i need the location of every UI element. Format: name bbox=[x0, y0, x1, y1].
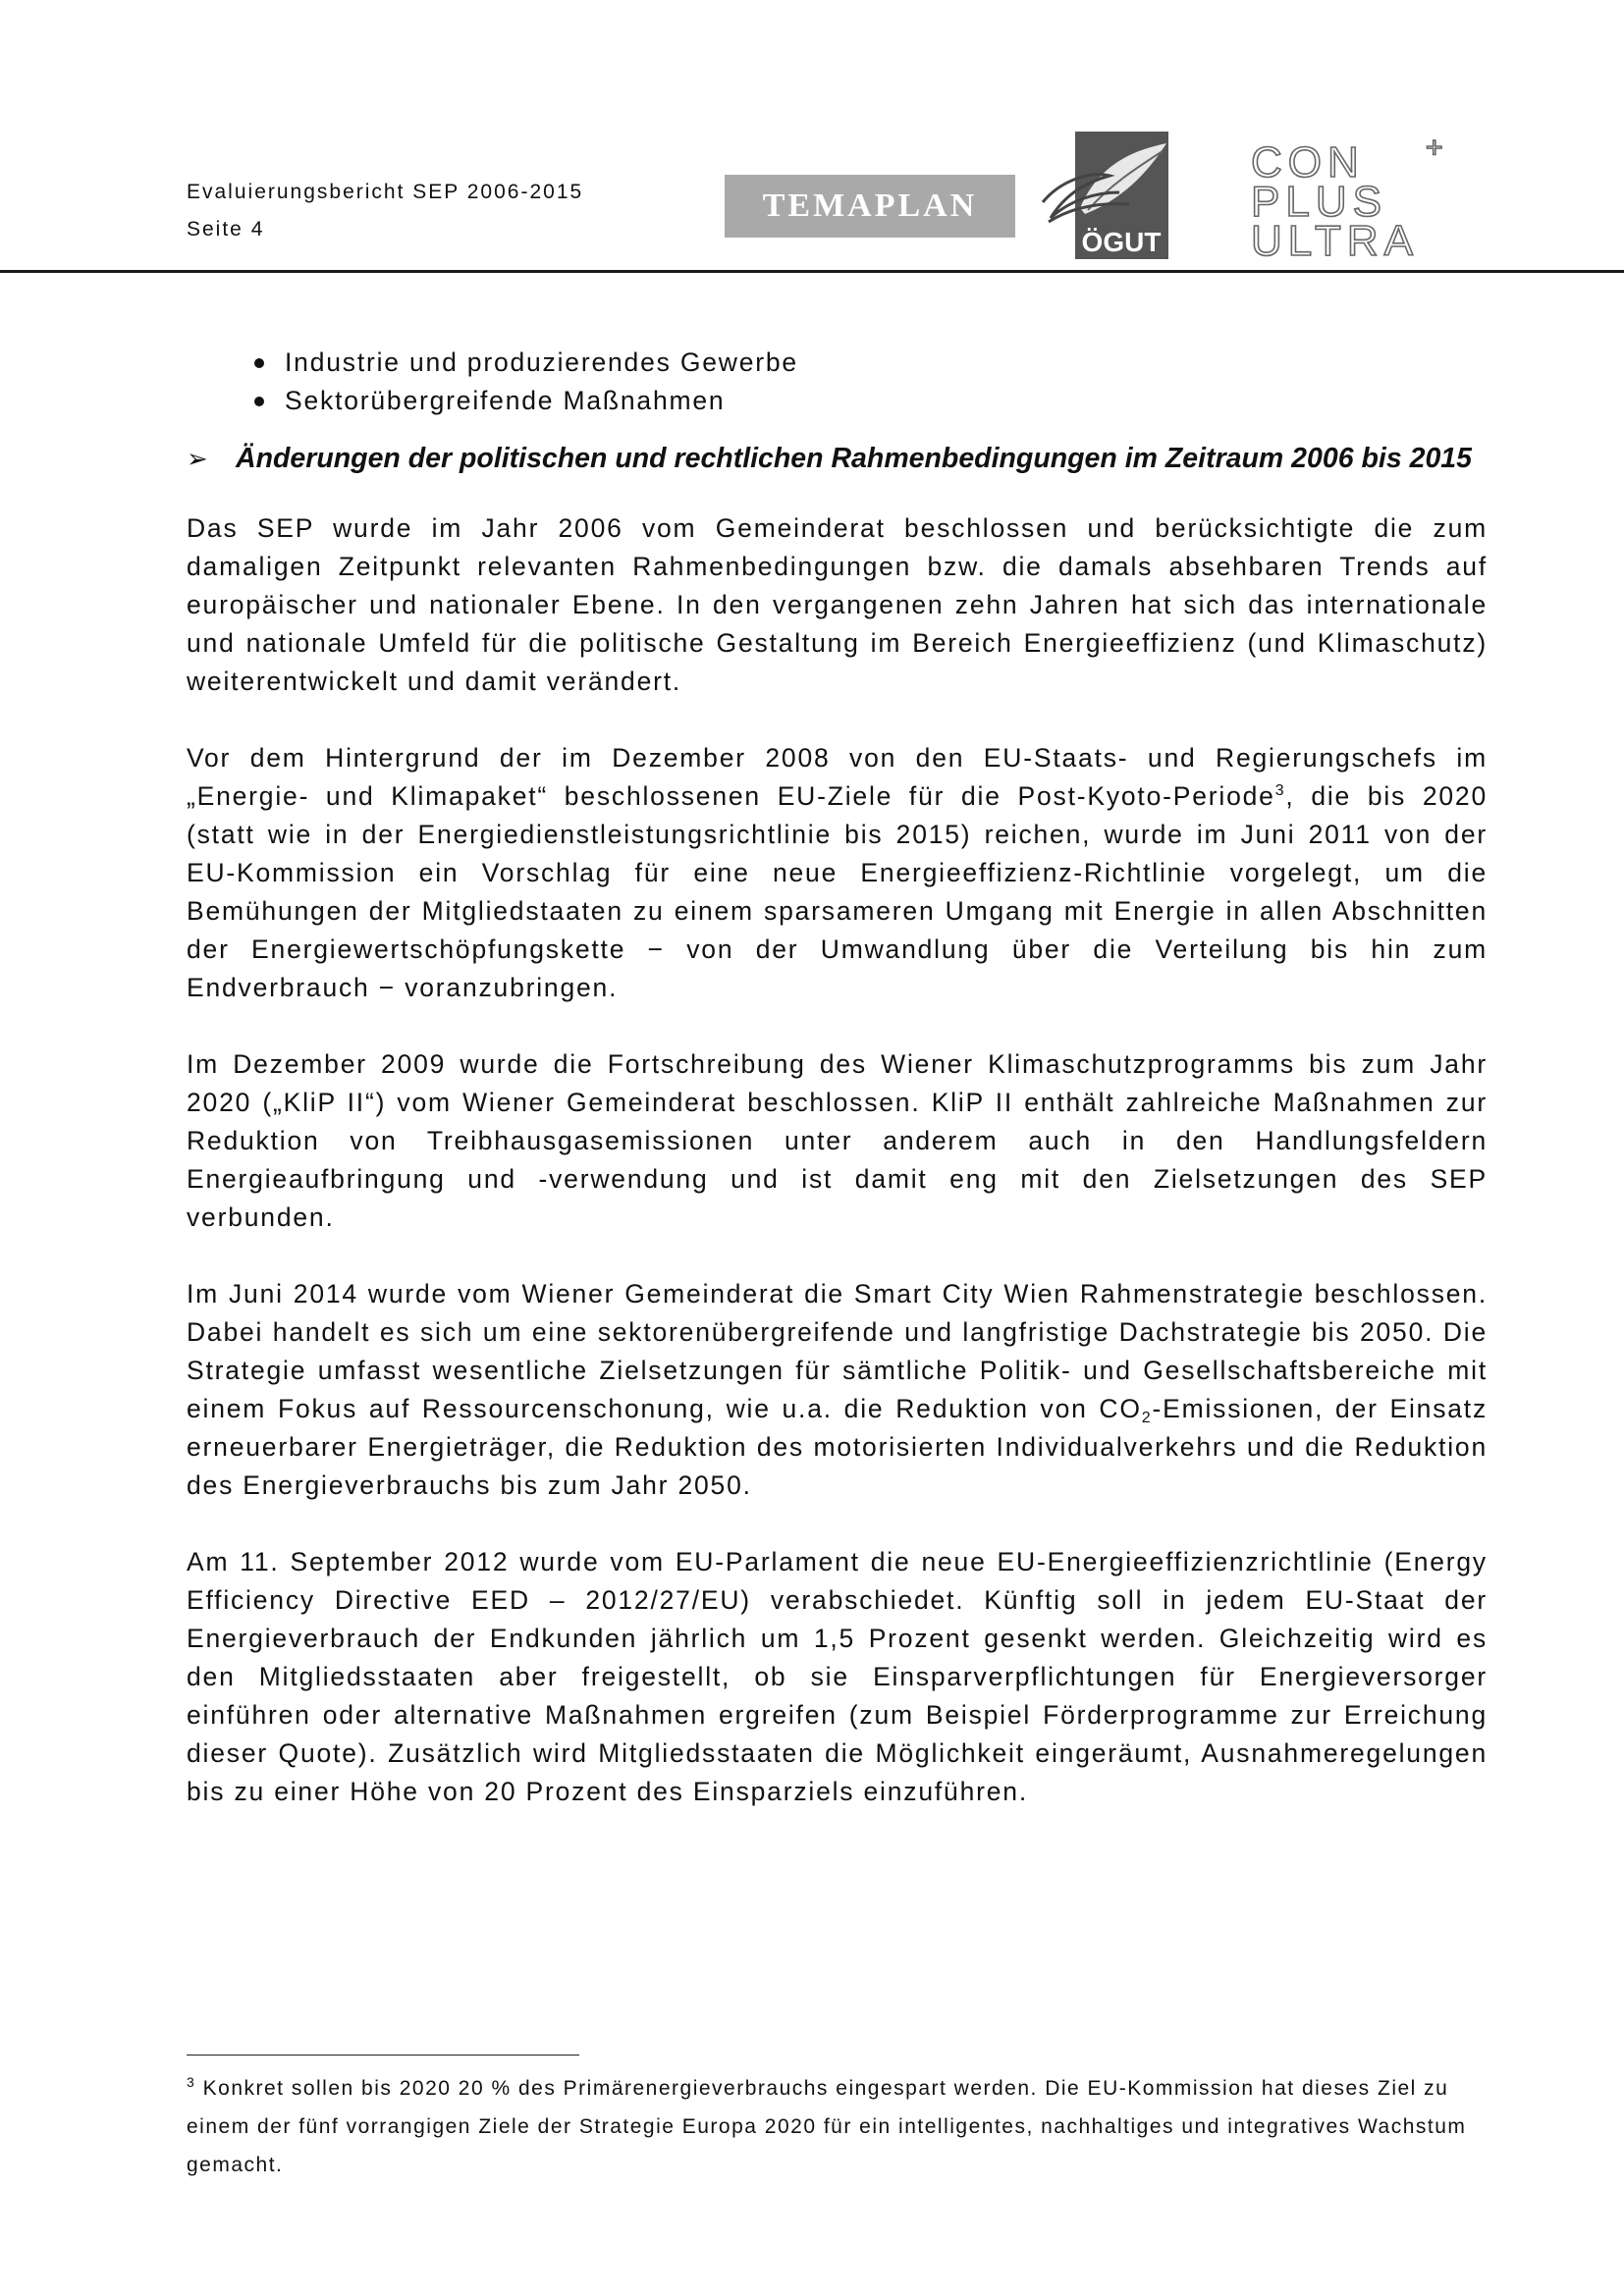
list-item-text: Industrie und produzierendes Gewerbe bbox=[285, 347, 798, 377]
conplusultra-logo bbox=[1249, 135, 1460, 258]
list-item bbox=[187, 344, 1488, 382]
paragraph-2-text-a: Vor dem Hintergrund der im Dezember 2008 von den EU-Staats- und Regierungschefs im „Energie- und Klimapaket“ beschlossenen EU-Ziele für die Post-Kyoto-Periode bbox=[187, 743, 1488, 811]
conplus-line2: PLUS bbox=[1251, 178, 1387, 226]
list-item bbox=[187, 382, 1488, 420]
arrow-bullet-icon: ➢ bbox=[187, 444, 208, 473]
footnote-divider bbox=[187, 2055, 579, 2056]
paragraph-4-text-b: -Emissionen, der Einsatz erneuerbarer Energieträger, die Reduktion des motorisierten Individualverkehrs und die Reduktion des Energieverbrauchs bis zum Jahr 2050. bbox=[187, 1394, 1489, 1500]
document-title: Evaluierungsbericht SEP 2006-2015 bbox=[187, 181, 584, 203]
paragraph-1: Das SEP wurde im Jahr 2006 vom Gemeinderat beschlossen und berücksichtigte die zum damaligen Zeitpunkt relevanten Rahmenbedingungen bzw. die damals absehbaren Trends auf europäischer und nationaler Ebene. In den vergangenen zehn Jahren hat sich das internationale und nationale Umfeld für die politische Gestaltung im Bereich Energieeffizienz (und Klimaschutz) weiterentwickelt und damit verändert. bbox=[187, 513, 1488, 696]
paragraph-5: Am 11. September 2012 wurde vom EU-Parlament die neue EU-Energieeffizienzrichtlinie (Energy Efficiency Directive EED – 2012/27/EU) verabschiedet. Künftig soll in jedem EU-Staat der Energieverbrauch der Endkunden jährlich um 1,5 Prozent gesenkt werden. Gleichzeitig wird es den Mitgliedsstaaten aber freigestellt, ob sie Einsparverpflichtungen für Energieversorger einführen oder alternative Maßnahmen ergreifen (zum Beispiel Förderprogramme zur Erreichung dieser Quote). Zusätzlich wird Mitgliedsstaaten die Möglichkeit eingeräumt, Ausnahmeregelungen bis zu einer Höhe von 20 Prozent des Einsparziels einzuführen. bbox=[187, 1547, 1488, 1806]
page-number: Seite 4 bbox=[187, 218, 265, 240]
conplus-line3: ULTRA bbox=[1251, 217, 1419, 258]
section-heading bbox=[187, 439, 1488, 479]
page-header bbox=[0, 0, 1624, 275]
paragraph-4-text-a: Im Juni 2014 wurde vom Wiener Gemeinderat die Smart City Wien Rahmenstrategie beschlossen. Dabei handelt es sich um eine sektorenübergreifende und langfristige Dachstrategie bis 2050. Die Strategie umfasst wesentliche Zielsetzungen für sämtliche Politik- und Gesellschaftsbereiche mit einem Fokus auf Ressourcenschonung, wie u.a. die Reduktion von CO bbox=[187, 1279, 1488, 1423]
footnote bbox=[187, 2069, 1492, 2184]
list-item-text: Sektorübergreifende Maßnahmen bbox=[285, 386, 726, 415]
temaplan-logo: TEMAPLAN bbox=[725, 175, 1015, 238]
paragraph-3: Im Dezember 2009 wurde die Fortschreibung des Wiener Klimaschutzprogramms bis zum Jahr 2020 („KliP II“) vom Wiener Gemeinderat beschlossen. KliP II enthält zahlreiche Maßnahmen zur Reduktion von Treibhausgasemissionen unter anderem auch in den Handlungsfeldern Energieaufbringung und -verwendung und ist damit eng mit den Zielsetzungen des SEP verbunden. bbox=[187, 1049, 1488, 1232]
footnote-text: Konkret sollen bis 2020 20 % des Primärenergieverbrauchs eingespart werden. Die EU-Kommission hat dieses Ziel zu einem der fünf vorrangigen Ziele der Strategie Europa 2020 für ein intelligentes, nachhaltiges und integratives Wachstum gemacht. bbox=[187, 2077, 1467, 2176]
bullet-list bbox=[187, 344, 1488, 420]
conplus-line1: CON bbox=[1251, 138, 1365, 187]
paragraph-2-text-b: , die bis 2020 (statt wie in der Energiedienstleistungsrichtlinie bis 2015) reichen, wurde im Juni 2011 von der EU-Kommission ein Vorschlag für eine neue Energieeffizienz-Richtlinie vorgelegt, um die Bemühungen der Mitgliedstaaten zu einem sparsameren Umgang mit Energie in allen Abschnitten der Energiewertschöpfungskette − von der Umwandlung über die Verteilung bis hin zum Endverbrauch − voranzubringen. bbox=[187, 781, 1489, 1002]
paragraph-2 bbox=[187, 739, 1488, 1007]
ogut-logo-text: ÖGUT bbox=[1081, 227, 1162, 257]
bullet-icon bbox=[254, 397, 264, 406]
header-rule bbox=[0, 270, 1624, 273]
conplus-plus-sign: + bbox=[1426, 135, 1443, 164]
bullet-icon bbox=[254, 358, 264, 368]
main-content bbox=[187, 344, 1488, 1811]
footnote-reference[interactable]: 3 bbox=[1274, 782, 1286, 799]
section-heading-text: Änderungen der politischen und rechtlichen Rahmenbedingungen im Zeitraum 2006 bis 2015 bbox=[236, 443, 1472, 474]
paragraph-4 bbox=[187, 1275, 1488, 1505]
footnote-number: 3 bbox=[187, 2074, 196, 2090]
ogut-logo bbox=[1041, 132, 1178, 259]
co2-subscript: 2 bbox=[1141, 1410, 1153, 1426]
